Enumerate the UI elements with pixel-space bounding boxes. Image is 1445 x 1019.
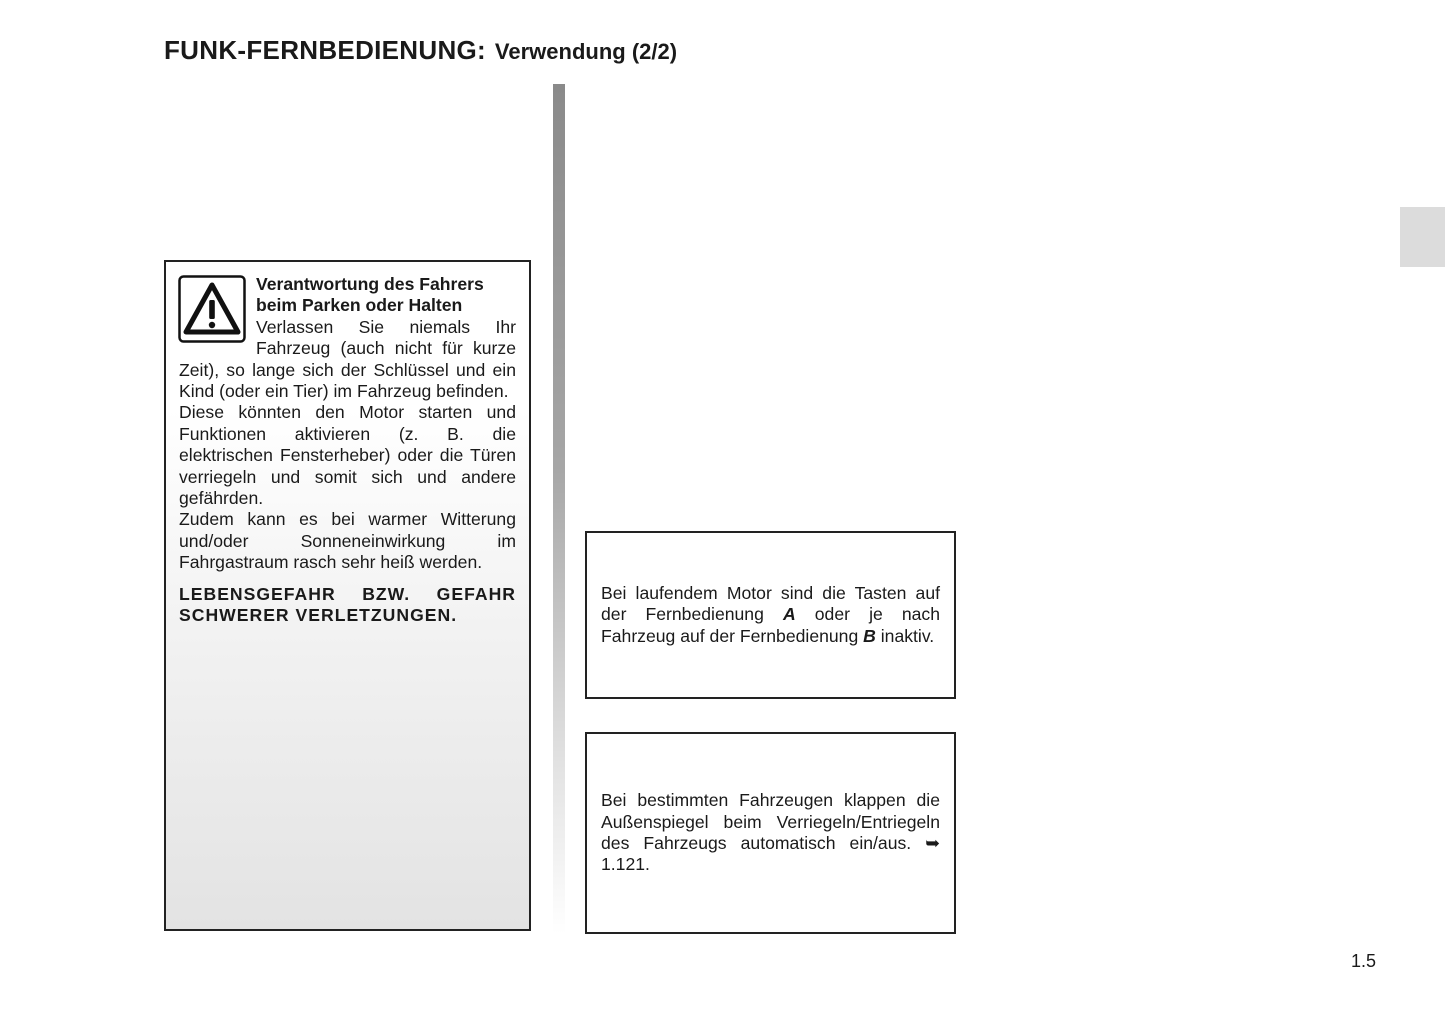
page-number: 1.5 [1351, 951, 1377, 971]
warning-heading-line1: Verantwortung des Fahrers [256, 274, 484, 294]
note-mirrors-text [601, 790, 940, 876]
page-title-main: FUNK-FERNBEDIENUNG: [164, 35, 487, 65]
note2-text: Bei bestimmten Fahrzeugen klappen die Außenspiegel beim Verriegeln/Entriegeln des Fahrzeugs automatisch ein/aus. [601, 790, 940, 853]
page-reference-arrow-icon: ➥ [925, 833, 941, 853]
note-box-remote-inactive [585, 531, 956, 699]
warning-paragraph-2: Diese könnten den Motor starten und Funktionen aktivieren (z. B. die elektrischen Fensterheber) oder die Türen verriegeln und somit sich und andere gefährden. [179, 402, 516, 509]
remote-label-a: A [782, 604, 796, 625]
note1-text-part3: inaktiv. [875, 625, 935, 646]
warning-triangle-icon [178, 275, 246, 343]
warning-danger-notice: LEBENSGEFAHR BZW. GEFAHR SCHWERER VERLETZUNGEN. [179, 583, 516, 626]
page-title [164, 30, 677, 67]
chapter-thumb-tab [1400, 207, 1445, 267]
note-box-mirrors [585, 732, 956, 934]
remote-label-b: B [863, 625, 876, 646]
column-divider [553, 84, 565, 934]
warning-box [164, 260, 531, 931]
warning-paragraph-3: Zudem kann es bei warmer Witterung und/oder Sonneneinwirkung im Fahrgastraum rasch sehr heiß werden. [179, 509, 516, 573]
warning-paragraph-1: Verlassen Sie niemals Ihr Fahrzeug (auch nicht für kurze Zeit), so lange sich der Schlüssel und ein Kind (oder ein Tier) im Fahrzeug befinden. [179, 316, 516, 402]
warning-heading-line2: beim Parken oder Halten [256, 295, 463, 316]
page-title-sub: Verwendung (2/2) [494, 39, 678, 64]
note1-text-part2: oder je nach Fahrzeug auf der Fernbedienung [601, 604, 940, 646]
note-remote-inactive-text [601, 583, 940, 647]
page-reference: 1.121. [601, 854, 650, 875]
note1-text-part1: Bei laufendem Motor sind die Tasten auf der Fernbedienung [601, 582, 940, 625]
